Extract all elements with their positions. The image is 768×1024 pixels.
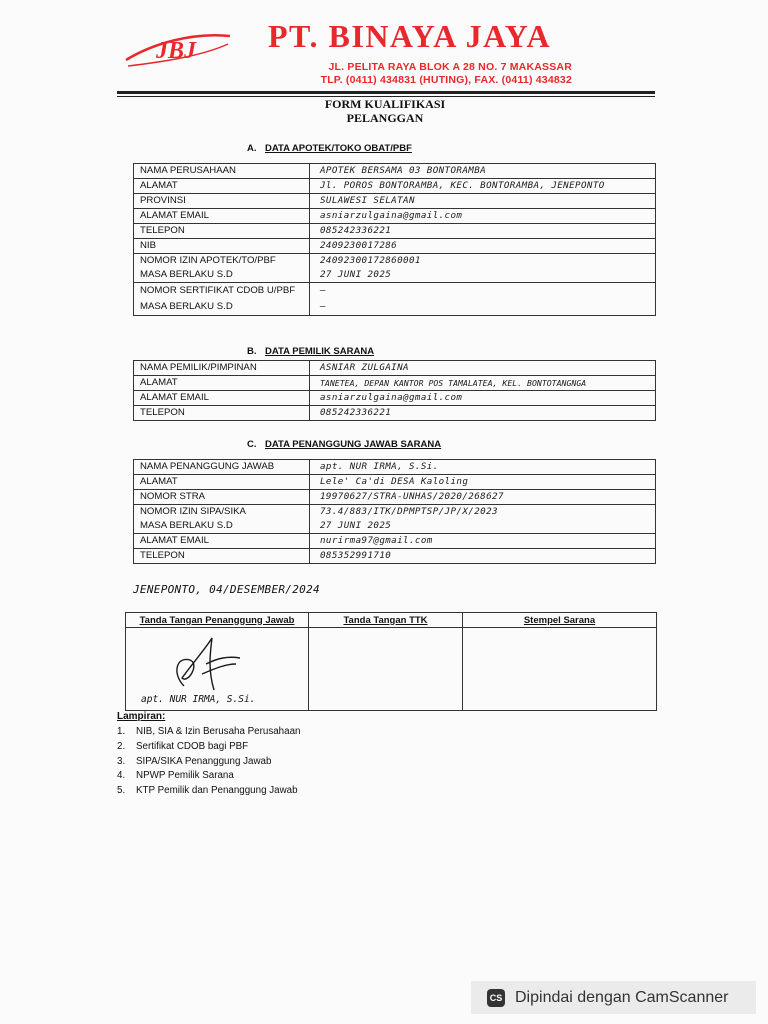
item-text: NIB, SIA & Izin Berusaha Perusahaan	[136, 726, 301, 737]
section-a-number: A.	[247, 143, 257, 154]
section-c-title: DATA PENANGGUNG JAWAB SARANA	[265, 439, 442, 450]
section-c-heading	[247, 439, 441, 450]
field-label: NAMA PENANGGUNG JAWAB	[134, 460, 310, 475]
item-text: SIPA/SIKA Penanggung Jawab	[136, 755, 272, 767]
field-label: TELEPON	[134, 224, 310, 239]
table-row	[134, 406, 656, 421]
field-value[interactable]: ASNIAR ZULGAINA	[310, 361, 656, 376]
list-item	[117, 740, 300, 755]
section-c-number: C.	[247, 439, 257, 450]
field-value[interactable]: –	[310, 283, 656, 300]
section-b-title: DATA PEMILIK SARANA	[265, 346, 375, 357]
field-label: ALAMAT	[134, 475, 310, 490]
field-value[interactable]: Jl. POROS BONTORAMBA, KEC. BONTORAMBA, JENEPONTO	[310, 179, 656, 194]
logo-letters: JBJ	[156, 38, 197, 64]
section-a-title: DATA APOTEK/TOKO OBAT/PBF	[265, 143, 412, 154]
table-row	[134, 505, 656, 520]
field-value[interactable]: 27 JUNI 2025	[310, 519, 656, 534]
field-value[interactable]: 085352991710	[310, 549, 656, 564]
section-a-heading	[247, 143, 412, 154]
field-value[interactable]: 19970627/STRA-UNHAS/2020/268627	[310, 490, 656, 505]
table-row	[134, 549, 656, 564]
field-value[interactable]: –	[310, 299, 656, 316]
signature-box-ttk[interactable]	[309, 628, 463, 711]
company-name: PT. BINAYA JAYA	[268, 18, 552, 54]
field-label: NOMOR IZIN SIPA/SIKA	[134, 505, 310, 520]
field-label: ALAMAT	[134, 376, 310, 391]
field-value[interactable]: 2409230017286	[310, 239, 656, 254]
handwritten-signature	[166, 634, 246, 696]
table-row	[134, 376, 656, 391]
table-row	[134, 475, 656, 490]
field-label: NOMOR STRA	[134, 490, 310, 505]
list-item	[117, 755, 300, 770]
signature-header-pj: Tanda Tangan Penanggung Jawab	[126, 613, 309, 628]
field-label: ALAMAT EMAIL	[134, 391, 310, 406]
place-and-date: JENEPONTO, 04/DESEMBER/2024	[133, 583, 320, 596]
field-label: MASA BERLAKU S.D	[134, 299, 310, 316]
field-label: MASA BERLAKU S.D	[134, 519, 310, 534]
section-c-table	[133, 459, 656, 564]
field-value[interactable]: nurirma97@gmail.com	[310, 534, 656, 549]
section-a-table	[133, 163, 656, 316]
field-value[interactable]: APOTEK BERSAMA 03 BONTORAMBA	[310, 164, 656, 179]
field-label: MASA BERLAKU S.D	[134, 268, 310, 283]
camscanner-watermark	[471, 981, 756, 1014]
field-value[interactable]: 73.4/883/ITK/DPMPTSP/JP/X/2023	[310, 505, 656, 520]
list-item	[117, 725, 300, 740]
table-row	[134, 460, 656, 475]
table-row	[134, 283, 656, 300]
attachments-title: Lampiran:	[117, 711, 166, 722]
field-label: TELEPON	[134, 406, 310, 421]
table-row	[134, 391, 656, 406]
field-label: NIB	[134, 239, 310, 254]
table-row	[134, 224, 656, 239]
field-value[interactable]: 085242336221	[310, 224, 656, 239]
company-address: JL. PELITA RAYA BLOK A 28 NO. 7 MAKASSAR	[328, 61, 572, 73]
item-number: 2.	[117, 740, 126, 752]
table-row	[134, 194, 656, 209]
section-b-number: B.	[247, 346, 257, 357]
field-value[interactable]: Lele' Ca'di DESA Kaloling	[310, 475, 656, 490]
table-row	[134, 239, 656, 254]
item-number: 5.	[117, 785, 126, 797]
camscanner-text: Dipindai dengan CamScanner	[515, 988, 729, 1006]
field-label: TELEPON	[134, 549, 310, 564]
field-value[interactable]: 085242336221	[310, 406, 656, 421]
field-value[interactable]: 27 JUNI 2025	[310, 268, 656, 283]
table-row	[134, 209, 656, 224]
letterhead-rule-thick	[117, 91, 655, 94]
table-row	[134, 179, 656, 194]
list-item	[117, 784, 300, 799]
field-label: NAMA PERUSAHAAN	[134, 164, 310, 179]
signature-table	[125, 612, 657, 711]
item-text: NPWP Pemilik Sarana	[136, 770, 234, 782]
table-row	[134, 490, 656, 505]
table-row	[134, 534, 656, 549]
item-number: 3.	[117, 755, 126, 767]
field-label: NOMOR SERTIFIKAT CDOB U/PBF	[134, 283, 310, 300]
item-text: Sertifikat CDOB bagi PBF	[136, 740, 249, 752]
field-value[interactable]: TANETEA, DEPAN KANTOR POS TAMALATEA, KEL. BONTOTANGNGA	[310, 376, 656, 391]
item-number: 1.	[117, 726, 126, 737]
list-item	[117, 769, 300, 784]
form-title-line-2: PELANGGAN	[346, 111, 424, 125]
field-label: NOMOR IZIN APOTEK/TO/PBF	[134, 254, 310, 269]
field-value[interactable]: 24092300172860001	[310, 254, 656, 269]
item-number: 4.	[117, 770, 126, 782]
signature-box-pj[interactable]	[126, 628, 309, 711]
table-row	[134, 164, 656, 179]
field-label: NAMA PEMILIK/PIMPINAN	[134, 361, 310, 376]
field-value[interactable]: asniarzulgaina@gmail.com	[310, 209, 656, 224]
section-b-heading	[247, 346, 374, 357]
stamp-box[interactable]	[463, 628, 657, 711]
section-b-table	[133, 360, 656, 421]
table-row	[134, 254, 656, 269]
field-value[interactable]: asniarzulgaina@gmail.com	[310, 391, 656, 406]
table-row	[134, 361, 656, 376]
field-label: ALAMAT	[134, 179, 310, 194]
company-phone-fax: TLP. (0411) 434831 (HUTING), FAX. (0411) 434832	[320, 74, 572, 86]
company-logo	[122, 26, 234, 70]
attachments-list	[117, 725, 300, 799]
signer-name: apt. NUR IRMA, S.Si.	[141, 694, 256, 705]
camscanner-icon: CS	[487, 989, 505, 1007]
signature-header-ttk: Tanda Tangan TTK	[309, 613, 463, 628]
table-row	[134, 268, 656, 283]
field-value[interactable]: SULAWESI SELATAN	[310, 194, 656, 209]
form-title-line-1: FORM KUALIFIKASI	[324, 97, 446, 111]
field-value[interactable]: apt. NUR IRMA, S.Si.	[310, 460, 656, 475]
field-label: ALAMAT EMAIL	[134, 209, 310, 224]
table-row	[134, 519, 656, 534]
field-label: PROVINSI	[134, 194, 310, 209]
table-row	[134, 299, 656, 316]
field-label: ALAMAT EMAIL	[134, 534, 310, 549]
signature-header-stamp: Stempel Sarana	[463, 613, 657, 628]
item-text: KTP Pemilik dan Penanggung Jawab	[136, 785, 298, 797]
